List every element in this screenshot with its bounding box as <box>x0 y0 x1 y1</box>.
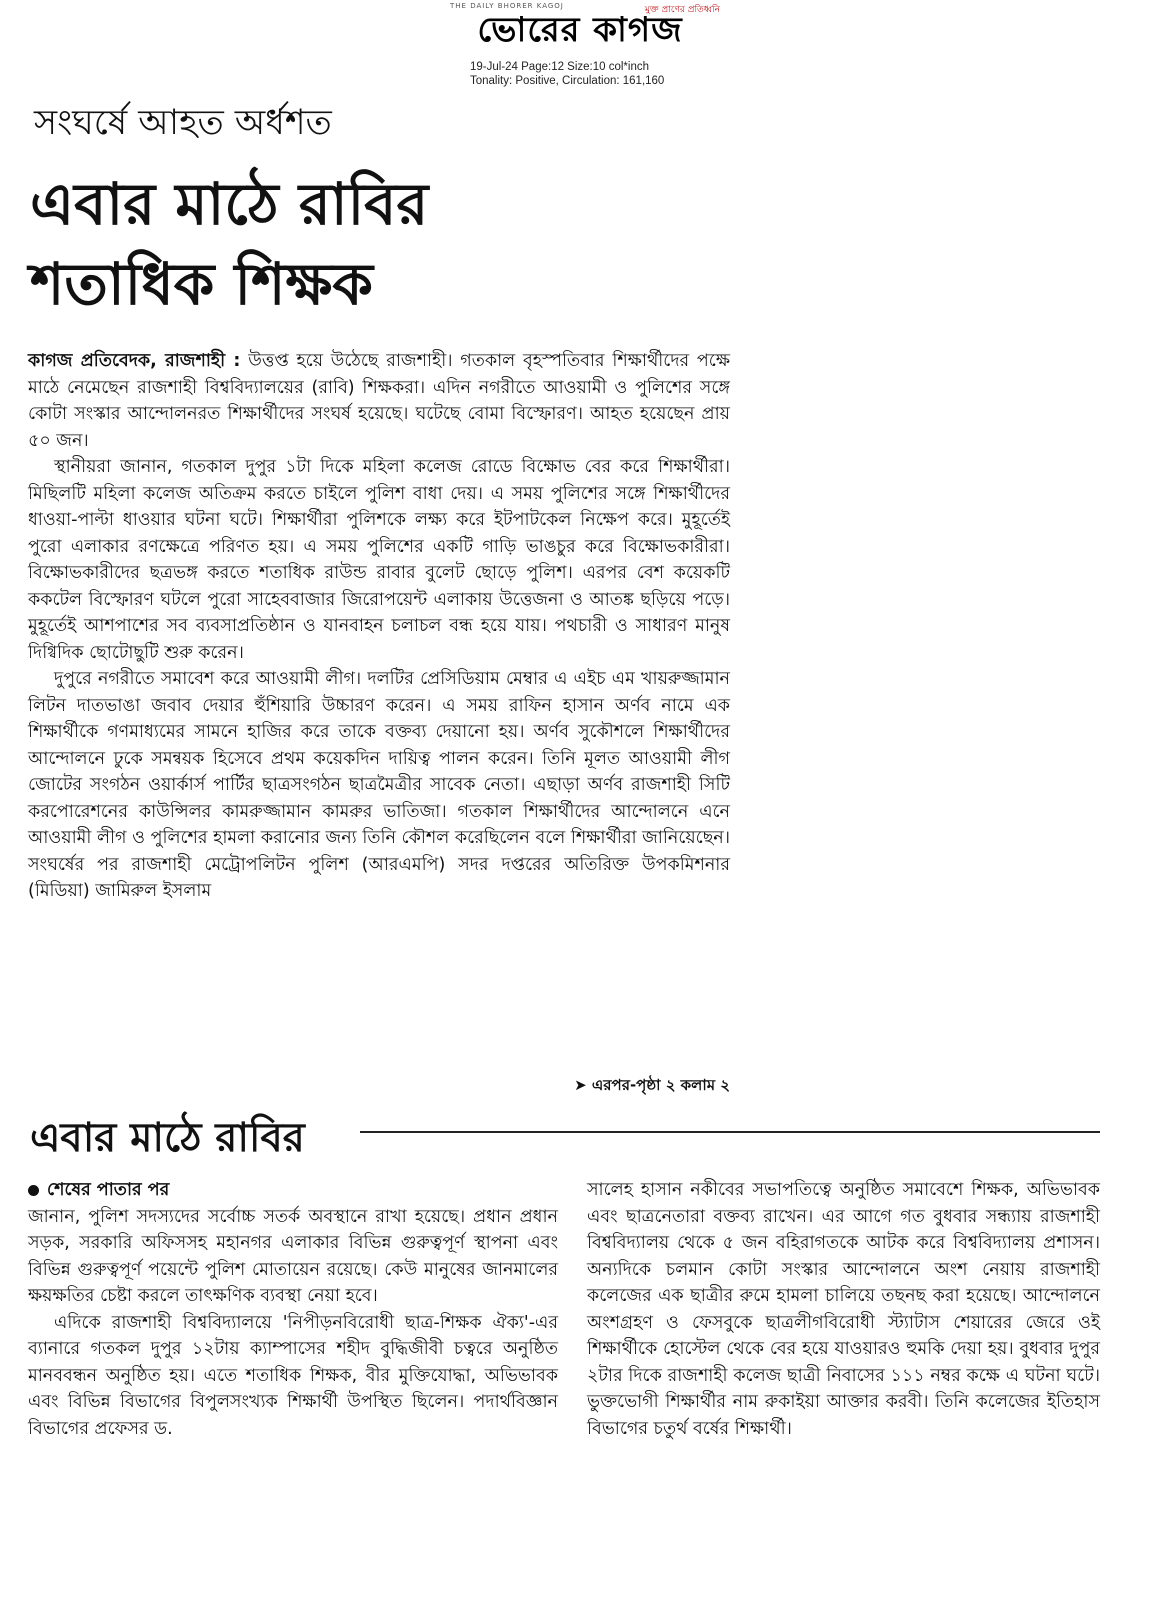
continuation-column-left <box>28 1177 558 1442</box>
body-paragraph <box>28 348 730 454</box>
continuation-column-right <box>587 1177 1100 1442</box>
meta-line-date-page: 19-Jul-24 Page:12 Size:10 col*inch <box>470 61 650 73</box>
masthead <box>430 2 730 50</box>
paragraph-text: উত্তপ্ত হয়ে উঠেছে রাজশাহী। গতকাল বৃহস্পতিবার শিক্ষার্থীদের পক্ষে মাঠে নেমেছেন রাজশাহী বিশ্ববিদ্যালয়ের (রাবি) শিক্ষকরা। এদিন নগরীতে আওয়ামী ও পুলিশের সঙ্গে কোটা সংস্কার আন্দোলনরত শিক্ষার্থীদের সংঘর্ষ হয়েছে। ঘটেছে বোমা বিস্ফোরণ। আহত হয়েছেন প্রায় ৫০ জন। <box>28 351 730 451</box>
headline-line-2: শতাধিক শিক্ষক <box>30 250 374 318</box>
continuation-heading: এবার মাঠে রাবির <box>30 1115 305 1161</box>
clipping-metadata <box>470 60 664 88</box>
bullet-icon <box>28 1185 39 1196</box>
body-paragraph: জানান, পুলিশ সদস্যদের সর্বোচ্চ সতর্ক অবস্থানে রাখা হয়েছে। প্রধান প্রধান সড়ক, সরকারি অফিসসহ মহানগর এলাকার বিভিন্ন গুরুত্বপূর্ণ স্থাপনা এবং বিভিন্ন গুরুত্বপূর্ণ পয়েন্টে পুলিশ মোতায়েন রয়েছে। কেউ মানুষের জানমালের ক্ষয়ক্ষতির চেষ্টা করলে তাৎক্ষণিক ব্যবস্থা নেয়া হবে। <box>28 1206 558 1306</box>
article-body <box>28 348 730 905</box>
heading-rule <box>360 1131 1100 1133</box>
body-paragraph: এদিকে রাজশাহী বিশ্ববিদ্যালয়ে 'নিপীড়নবিরোধী ছাত্র-শিক্ষক ঐক্য'-এর ব্যানারে গতকল দুপুর ১২টায় ক্যাম্পাসের শহীদ বুদ্ধিজীবী চত্বরে অনুষ্ঠিত মানববন্ধন অনুষ্ঠিত হয়। এতে শতাধিক শিক্ষক, বীর মুক্তিযোদ্ধা, অভিভাবক এবং বিভিন্ন বিভাগের বিপুলসংখ্যক শিক্ষার্থী উপস্থিত ছিলেন। পদার্থবিজ্ঞান বিভাগের প্রফেসর ড. <box>28 1312 558 1439</box>
masthead-tagline: মুক্ত প্রাণের প্রতিধ্বনি <box>644 5 720 15</box>
dateline: কাগজ প্রতিবেদক, রাজশাহী : <box>28 351 241 371</box>
masthead-small-text: THE DAILY BHORER KAGOJ <box>450 2 564 10</box>
headline-line-1: এবার মাঠে রাবির <box>30 170 429 238</box>
continuation-label <box>28 1177 558 1204</box>
body-paragraph: সালেহ হাসান নকীবের সভাপতিত্বে অনুষ্ঠিত সমাবেশে শিক্ষক, অভিভাবক এবং ছাত্রনেতারা বক্তব্য রাখেন। এর আগে গত বুধবার সন্ধ্যায় রাজশাহী বিশ্ববিদ্যালয় থেকে ৫ জন বহিরাগতকে আটক করে বিশ্ববিদ্যালয় প্রশাসন। অন্যদিকে চলমান কোটা সংস্কার আন্দোলনে অংশ নেয়ায় রাজশাহী কলেজের এক ছাত্রীর রুমে হামলা চালিয়ে তছনছ করা হয়েছে। আন্দোলনে অংশগ্রহণ ও ফেসবুকে ছাত্রলীগবিরোধী স্ট্যাটাস শেয়ারের জেরে ওই শিক্ষার্থীকে হোস্টেল থেকে বের হয়ে যাওয়ারও হুমকি দেয়া হয়। বুধবার দুপুর ২টার দিকে রাজশাহী কলেজ ছাত্রী নিবাসের ১১১ নম্বর কক্ষে এ ঘটনা ঘটে। ভুক্তভোগী শিক্ষার্থীর নাম রুকাইয়া আক্তার করবী। তিনি কলেজের ইতিহাস বিভাগের চতুর্থ বর্ষের শিক্ষার্থী। <box>587 1180 1100 1439</box>
newspaper-logo: ভোরের কাগজ <box>477 10 683 50</box>
continuation-label-text: শেষের পাতার পর <box>47 1180 170 1200</box>
body-paragraph: স্থানীয়রা জানান, গতকাল দুপুর ১টা দিকে মহিলা কলেজ রোডে বিক্ষোভ বের করে শিক্ষার্থীরা। মিছিলটি মহিলা কলেজ অতিক্রম করতে চাইলে পুলিশ বাধা দেয়। এ সময় পুলিশের সঙ্গে শিক্ষার্থীদের ধাওয়া-পাল্টা ধাওয়ার ঘটনা ঘটে। শিক্ষার্থীরা পুলিশকে লক্ষ্য করে ইটপাটকেল নিক্ষেপ করে। মুহূর্তেই পুরো এলাকার রণক্ষেত্রে পরিণত হয়। এ সময় পুলিশের একটি গাড়ি ভাঙচুর করে বিক্ষোভকারীরা। বিক্ষোভকারীদের ছত্রভঙ্গ করতে শতাধিক রাউন্ড রাবার বুলেট ছোড়ে পুলিশ। এরপর বেশ কয়েকটি ককটেল বিস্ফোরণ ঘটলে পুরো সাহেববাজার জিরোপয়েন্ট এলাকায় উত্তেজনা ও আতঙ্ক ছড়িয়ে পড়ে। মুহূর্তেই আশপাশের সব ব্যবসাপ্রতিষ্ঠান ও যানবাহন চলাচল বন্ধ হয়ে যায়। পথচারী ও সাধারণ মানুষ দিগ্বিদিক ছোটোছুটি শুরু করেন। <box>28 457 730 663</box>
meta-line-tonality: Tonality: Positive, Circulation: 161,160 <box>470 75 665 87</box>
article-kicker: সংঘর্ষে আহত অর্ধশত <box>34 103 332 143</box>
continued-on-note: ➤ এরপর-পৃষ্ঠা ২ কলাম ২ <box>574 1076 730 1094</box>
body-paragraph: দুপুরে নগরীতে সমাবেশ করে আওয়ামী লীগ। দলটির প্রেসিডিয়াম মেম্বার এ এইচ এম খায়রুজ্জামান লিটন দাতভাঙা জবাব দেয়ার হুঁশিয়ারি উচ্চারণ করেন। এ সময় রাফিন হাসান অর্ণব নামে এক শিক্ষার্থীকে গণমাধ্যমের সামনে হাজির করে তাকে বক্তব্য দেয়ানো হয়। অর্ণব সুকৌশলে শিক্ষার্থীদের আন্দোলনে ঢুকে সমন্বয়ক হিসেবে প্রথম কয়েকদিন দায়িত্ব পালন করেন। তিনি মূলত আওয়ামী লীগ জোটের সংগঠন ওয়ার্কার্স পার্টির ছাত্রসংগঠন ছাত্রমৈত্রীর সাবেক নেতা। এছাড়া অর্ণব রাজশাহী সিটি করপোরেশনের কাউন্সিলর কামরুজ্জামান কামরুর ভাতিজা। গতকাল শিক্ষার্থীদের আন্দোলনে এনে আওয়ামী লীগ ও পুলিশের হামলা করানোর জন্য তিনি কৌশল করেছিলেন বলে শিক্ষার্থীরা জানিয়েছেন। সংঘর্ষের পর রাজশাহী মেট্রোপলিটন পুলিশ (আরএমপি) সদর দপ্তরের অতিরিক্ত উপকমিশনার (মিডিয়া) জামিরুল ইসলাম <box>28 669 730 901</box>
